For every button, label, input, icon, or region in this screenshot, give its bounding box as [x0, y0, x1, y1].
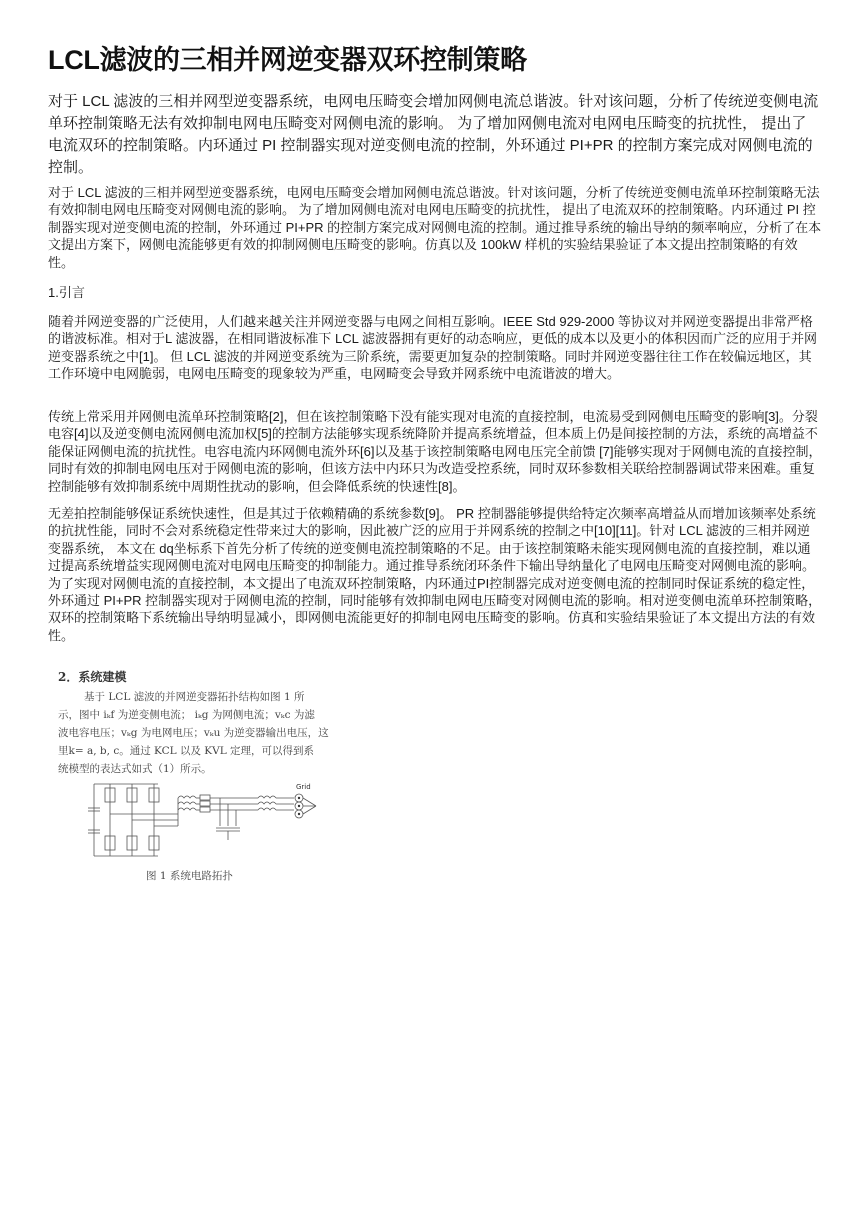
abstract-paragraph: 对于 LCL 滤波的三相并网型逆变器系统，电网电压畸变会增加网侧电流总谐波。针对该问题，分析了传统逆变侧电流单环控制策略无法有效抑制电网电压畸变对网侧电流的影响。 为了增加网侧电流对电网电压畸变的抗扰性， 提出了电流双环的控制策略。内环通过 PI 控制器实现对逆变侧电流的控制，外环通过 PI+PR 的控制方案完成对网侧电流的控制。通过推导系统的输出导纳的频率响应，分析了在本文提出方案下，网侧电流能够更有效的抑制网侧电压畸变的影响。仿真以及 100kW 样机的实验结果验证了本文提出控制策略的有效性。: [48, 185, 822, 270]
lead-summary: 对于 LCL 滤波的三相并网型逆变器系统，电网电压畸变会增加网侧电流总谐波。针对该问题，分析了传统逆变侧电流单环控制策略无法有效抑制电网电压畸变对网侧电流的影响。 为了增加网侧电流对电网电压畸变的抗扰性， 提出了电流双环的控制策略。内环通过 PI 控制器实现对逆变侧电流的控制，外环通过 PI+PR 的控制方案完成对网侧电流的控制。: [48, 93, 819, 176]
page-title: LCL滤波的三相并网逆变器双环控制策略: [48, 45, 527, 75]
scan-section-heading: 2．系统建模: [58, 670, 127, 684]
scan-text-line: 波电容电压；vₖg 为电网电压；vₖu 为逆变器输出电压，这: [58, 727, 329, 739]
intro-paragraph-2: 传统上常采用并网侧电流单环控制策略[2]，但在该控制策略下没有能实现对电流的直接控制，电流易受到网侧电压畸变的影响[3]。分裂电容[4]以及逆变侧电流网侧电流加权[5]的控制方法能够实现系统降阶并提高系统增益，但本质上仍是间接控制的方法，系统的高增益不能保证网侧电流的抗扰性。电容电流内环网侧电流外环[6]以及基于该控制策略电网电压完全前馈 [7]能够实现对于网侧电流的直接控制， 同时有效的抑制电网电压对于网侧电流的影响，但该方法中内环只为改造受控系统，同时双环参数相关联给控制器调试带来困难。重复控制能够有效抑制系统中周期性扰动的影响，但会降低系统的快速性[8]。: [48, 409, 822, 494]
figure-caption: 图 1 系统电路拓扑: [146, 870, 233, 882]
section-heading-introduction: 1.引言: [48, 285, 85, 300]
grid-label: Grid: [296, 783, 311, 791]
intro-paragraph-3: 无差拍控制能够保证系统快速性，但是其过于依赖精确的系统参数[9]。 PR 控制器能够提供给特定次频率高增益从而增加该频率处系统的抗扰性能，同时不会对系统稳定性带来过大的影响，因此被广泛的应用于并网系统的控制之中[10][11]。针对 LCL 滤波的三相并网逆变器系统， 本文在 dq坐标系下首先分析了传统的逆变侧电流控制策略的不足。由于该控制策略未能实现网侧电流的直接控制，难以通过提高系统增益实现网侧电流对电网电压畸变的抑制能力。通过推导系统闭环条件下输出导纳量化了电网电压畸变对网侧电流的影响。为了实现对网侧电流的直接控制，本文提出了电流双环控制策略，内环通过PI控制器完成对逆变侧电流的控制同时保证系统的稳定性，外环通过 PI+PR 控制器实现对于网侧电流的控制，同时能够有效抑制电网电压畸变对网侧电流的影响。相对逆变侧电流单环控制策略，双环的控制策略下系统输出导纳明显减小，即网侧电流能更好的抑制电网电压畸变的影响。仿真和实验结果验证了本文提出方法的有效性。: [48, 506, 822, 643]
scan-text-line: 示，图中 iₖf 为逆变侧电流； iₖg 为网侧电流；vₖc 为滤: [58, 709, 315, 721]
scan-text-line: 基于 LCL 滤波的并网逆变器拓扑结构如图 1 所: [84, 691, 305, 703]
circuit-topology-diagram: [88, 778, 328, 860]
scan-text-line: 里k= a, b, c。通过 KCL 以及 KVL 定理，可以得到系: [58, 745, 315, 757]
scan-text-line: 统模型的表达式如式（1）所示。: [58, 763, 212, 775]
intro-paragraph-1: 随着并网逆变器的广泛使用，人们越来越关注并网逆变器与电网之间相互影响。IEEE Std 929-2000 等协议对并网逆变器提出非常严格的谐波标准。相对于L 滤波器，在相同谐波标准下 LCL 滤波器拥有更好的动态响应，更低的成本以及更小的体积因而广泛的应用于并网逆变器系统之中[1]。 但 LCL 滤波的并网逆变系统为三阶系统，需要更加复杂的控制策略。同时并网逆变器往往工作在较偏远地区，其工作环境中电网脆弱，电网电压畸变的现象较为严重，电网畸变会导致并网系统中电流谐波的增大。: [48, 314, 817, 382]
